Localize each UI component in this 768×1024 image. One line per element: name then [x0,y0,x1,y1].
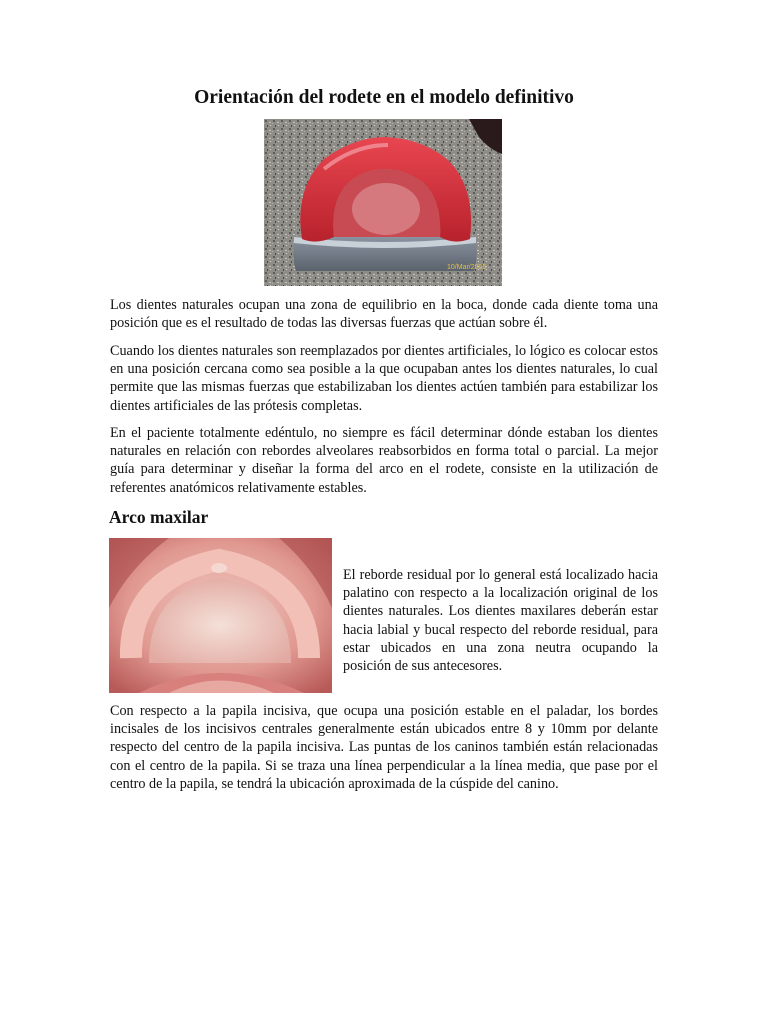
wax-rim-model-photo [264,119,502,286]
maxillary-arch-photo [109,538,332,693]
side-paragraph: El reborde residual por lo general está localizado hacia palatino con respecto a la localización original de los dientes naturales. Los dientes maxilares deberán estar hacia labial y bucal respecto del reborde residual, para estar ubicados en una zona neutra ocupando la posición de sus antecesores. [343,567,658,675]
paragraph-1: Los dientes naturales ocupan una zona de equilibrio en la boca, donde cada diente toma una posición que es el resultado de todas las diversas fuerzas que actúan sobre él. [110,297,658,332]
page-title: Orientación del rodete en el modelo definitivo [194,87,574,108]
section-heading: Arco maxilar [109,507,209,527]
paragraph-2: Cuando los dientes naturales son reemplazados por dientes artificiales, lo lógico es colocar estos en una posición cercana como sea posible a la que ocupaban antes los dientes naturales, lo cual permite que las mismas fuerzas que estabilizaban los dientes actúen también para estabilizar los dientes artificiales de las prótesis completas. [110,343,658,414]
paragraph-3: En el paciente totalmente edéntulo, no siempre es fácil determinar dónde estaban los dientes naturales en relación con rebordes alveolares reabsorbidos en forma total o parcial. La mejor guía para determinar y diseñar la forma del arco en el rodete, consiste en la utilización de referentes anatómicos relativamente estables. [110,425,658,496]
final-paragraph: Con respecto a la papila incisiva, que ocupa una posición estable en el paladar, los bordes incisales de los incisivos centrales generalmente están ubicados entre 8 y 10mm por delante respecto del centro de la papila incisiva. Las puntas de los caninos también están relacionadas con el centro de la papila. Si se traza una línea perpendicular a la línea media, que pase por el centro de la papila, se tendrá la ubicación aproximada de la cúspide del canino. [110,703,658,792]
date-stamp: 10/Mar/2005 [447,264,487,271]
